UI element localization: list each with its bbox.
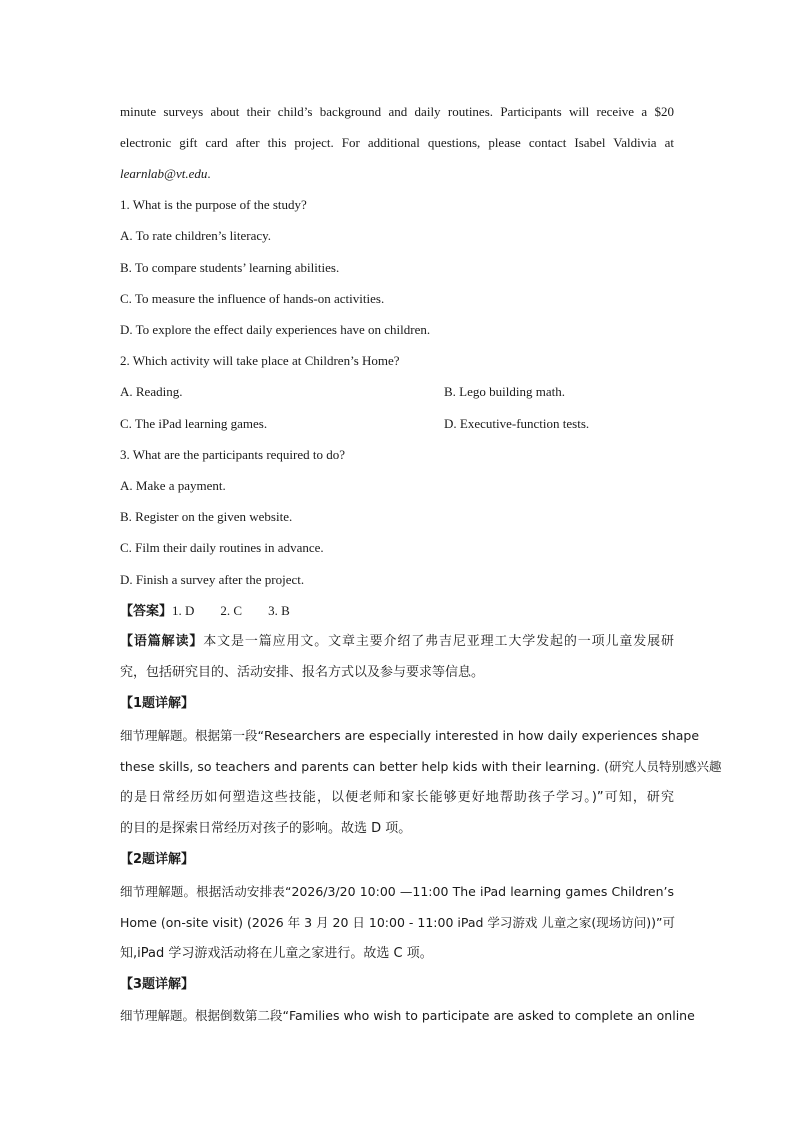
question-3-option-c: C. Film their daily routines in advance. xyxy=(120,540,324,555)
detail-2-line: 细节理解题。根据活动安排表“2026/3/20 10:00 —11:00 The iPad learning games Children’s xyxy=(120,884,674,899)
question-3-option-d: D. Finish a survey after the project. xyxy=(120,572,305,587)
passage-line: electronic gift card after this project. For additional questions, please contact Isabel Valdivia at xyxy=(120,135,674,150)
question-2-option-d: D. Executive-function tests. xyxy=(444,416,590,431)
question-2-option-a: A. Reading. xyxy=(120,384,183,399)
interpretation-line-2: 究，包括研究目的、活动安排、报名方式以及参与要求等信息。 xyxy=(120,665,485,680)
detail-1-heading: 【1题详解】 xyxy=(120,696,195,711)
question-2-row-2 xyxy=(120,415,674,433)
interpretation-label: 【语篇解读】 xyxy=(120,634,204,649)
detail-3-line: 细节理解题。根据倒数第二段“Families who wish to participate are asked to complete an online xyxy=(120,1008,695,1023)
detail-2-line: 知,iPad 学习游戏活动将在儿童之家进行。故选 C 项。 xyxy=(120,946,433,961)
question-2-option-c: C. The iPad learning games. xyxy=(120,416,268,431)
question-2-row-1 xyxy=(120,383,674,401)
question-3-option-b: B. Register on the given website. xyxy=(120,509,293,524)
answer-text: 1. D 2. C 3. B xyxy=(172,603,290,618)
detail-2-line: Home (on-site visit) (2026 年 3 月 20 日 10:00 - 11:00 iPad 学习游戏 儿童之家(现场访问))”可 xyxy=(120,915,675,930)
question-2-option-b: B. Lego building math. xyxy=(444,384,565,399)
answer-label: 【答案】 xyxy=(120,604,173,619)
question-2-stem: 2. Which activity will take place at Children’s Home? xyxy=(120,353,400,368)
passage-line: minute surveys about their child’s background and daily routines. Participants will receive a $20 xyxy=(120,104,674,119)
question-1-stem: 1. What is the purpose of the study? xyxy=(120,197,307,212)
detail-2-heading: 【2题详解】 xyxy=(120,852,195,867)
interpretation-line-1 xyxy=(120,633,674,651)
question-3-stem: 3. What are the participants required to do? xyxy=(120,447,346,462)
detail-1-line: 的目的是探索日常经历对孩子的影响。故选 D 项。 xyxy=(120,821,412,836)
detail-1-line: 细节理解题。根据第一段“Researchers are especially interested in how daily experiences shape xyxy=(120,728,700,743)
contact-email: learnlab@vt.edu xyxy=(120,166,208,181)
question-3-option-a: A. Make a payment. xyxy=(120,478,226,493)
passage-line xyxy=(120,165,674,183)
question-1-option-b: B. To compare students’ learning abilities. xyxy=(120,260,340,275)
interpretation-text: 本文是一篇应用文。文章主要介绍了弗吉尼亚理工大学发起的一项儿童发展研 xyxy=(203,634,674,649)
detail-1-line: these skills, so teachers and parents can better help kids with their learning. (研究人员特别感兴趣 xyxy=(120,759,722,774)
answer-line xyxy=(120,602,674,620)
detail-3-heading: 【3题详解】 xyxy=(120,977,195,992)
question-1-option-a: A. To rate children’s literacy. xyxy=(120,228,272,243)
question-1-option-c: C. To measure the influence of hands-on activities. xyxy=(120,291,385,306)
detail-1-line: 的是日常经历如何塑造这些技能，以便老师和家长能够更好地帮助孩子学习。)”可知，研究 xyxy=(120,790,674,805)
question-1-option-d: D. To explore the effect daily experiences have on children. xyxy=(120,322,431,337)
punctuation: . xyxy=(207,166,211,181)
